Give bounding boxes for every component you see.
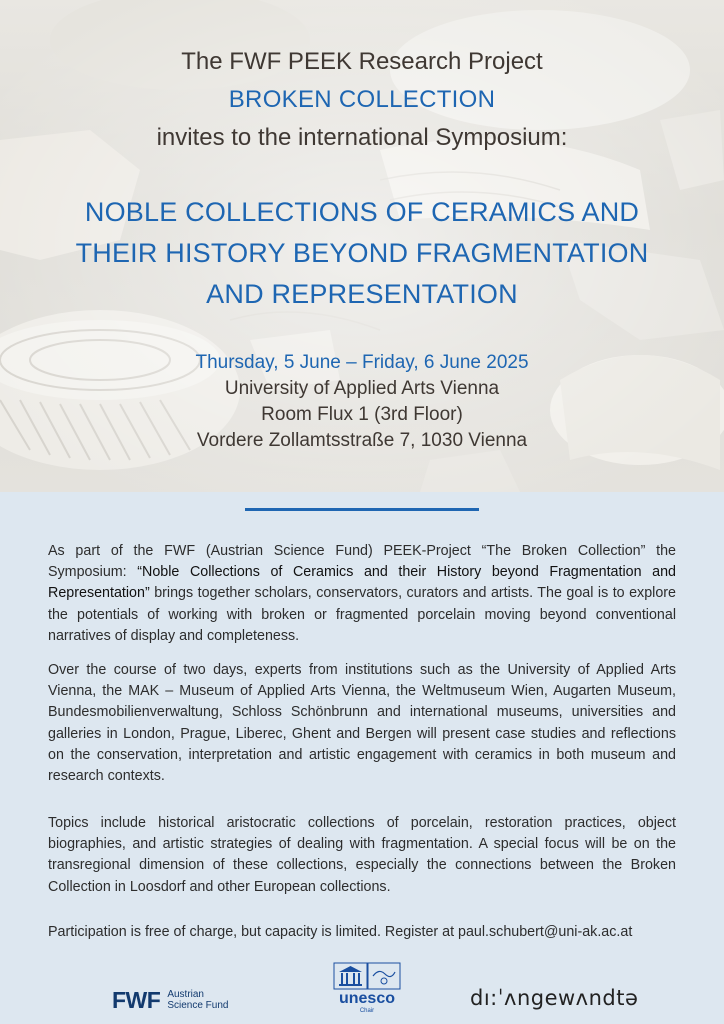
intro-text-start: As part of the FWF (Austrian Science Fund) PEEK-Project “The Broken Collection” the Symposium: bbox=[48, 543, 676, 581]
paragraph-registration: Participation is free of charge, but capacity is limited. Register at paul.schubert@uni-ak.ac.at bbox=[48, 924, 633, 940]
event-dates: Thursday, 5 June – Friday, 6 June 2025 bbox=[195, 352, 529, 373]
fwf-logo bbox=[112, 986, 228, 1014]
project-line: The FWF PEEK Research Project bbox=[181, 48, 543, 75]
unesco-chair-label: Chair bbox=[359, 1008, 375, 1014]
unesco-temple-icon bbox=[333, 962, 401, 990]
intro-text-end: brings together scholars, conservators, curators and artists. The goal is to explore the potentials of working with broken or fragmented porcelain moving beyond conventional narratives of display and completeness. bbox=[48, 585, 676, 644]
fwf-logo-mark: FWF bbox=[112, 986, 161, 1013]
paragraph-topics: Topics include historical aristocratic collections of porcelain, restoration practices, object biographies, and artistic strategies of dealing with fragmentation. A special focus will be on the transregional dimension of these collections, especially the connections between the Broken Collection in Loosdorf and other European collections. bbox=[48, 815, 676, 895]
fwf-logo-line-2: Science Fund bbox=[167, 1000, 229, 1011]
symposium-title-line-3: AND REPRESENTATION bbox=[206, 279, 518, 309]
symposium-title-line-1: NOBLE COLLECTIONS OF CERAMICS AND bbox=[84, 197, 640, 227]
unesco-wordmark: unesco bbox=[338, 990, 395, 1007]
event-venue: University of Applied Arts Vienna bbox=[224, 378, 500, 399]
paragraph-experts: Over the course of two days, experts from institutions such as the University of Applied Arts Vienna, the MAK – Museum of Applied Arts Vienna, the Weltmuseum Wien, Augarten Museum, Bundesmobilienverwaltung, Schloss Schönbrunn and international museums, universities and galleries in London, Prague, Liberec, Ghent and Bergen will present case studies and reflections on the conservation, interpretation and artistic engagement with ceramics in both museum and research contexts. bbox=[48, 662, 676, 785]
section-divider bbox=[245, 508, 479, 511]
fwf-logo-subtitle bbox=[167, 989, 228, 1011]
unesco-logo bbox=[333, 962, 401, 1018]
angewandte-logo: dı:ˈʌngewʌndtə bbox=[470, 986, 639, 1010]
symposium-title-line-2: THEIR HISTORY BEYOND FRAGMENTATION bbox=[75, 238, 649, 268]
hero-image-section bbox=[0, 0, 724, 492]
paragraph-intro bbox=[48, 541, 676, 647]
invitation-line: invites to the international Symposium: bbox=[156, 124, 568, 151]
project-name: BROKEN COLLECTION bbox=[228, 86, 496, 113]
event-address: Vordere Zollamtsstraße 7, 1030 Vienna bbox=[196, 430, 528, 451]
event-room: Room Flux 1 (3rd Floor) bbox=[261, 404, 463, 425]
fwf-logo-line-1: Austrian bbox=[167, 989, 204, 1000]
symposium-quote: “Noble Collections of Ceramics and their History beyond Fragmentation and Representation” bbox=[48, 564, 676, 602]
